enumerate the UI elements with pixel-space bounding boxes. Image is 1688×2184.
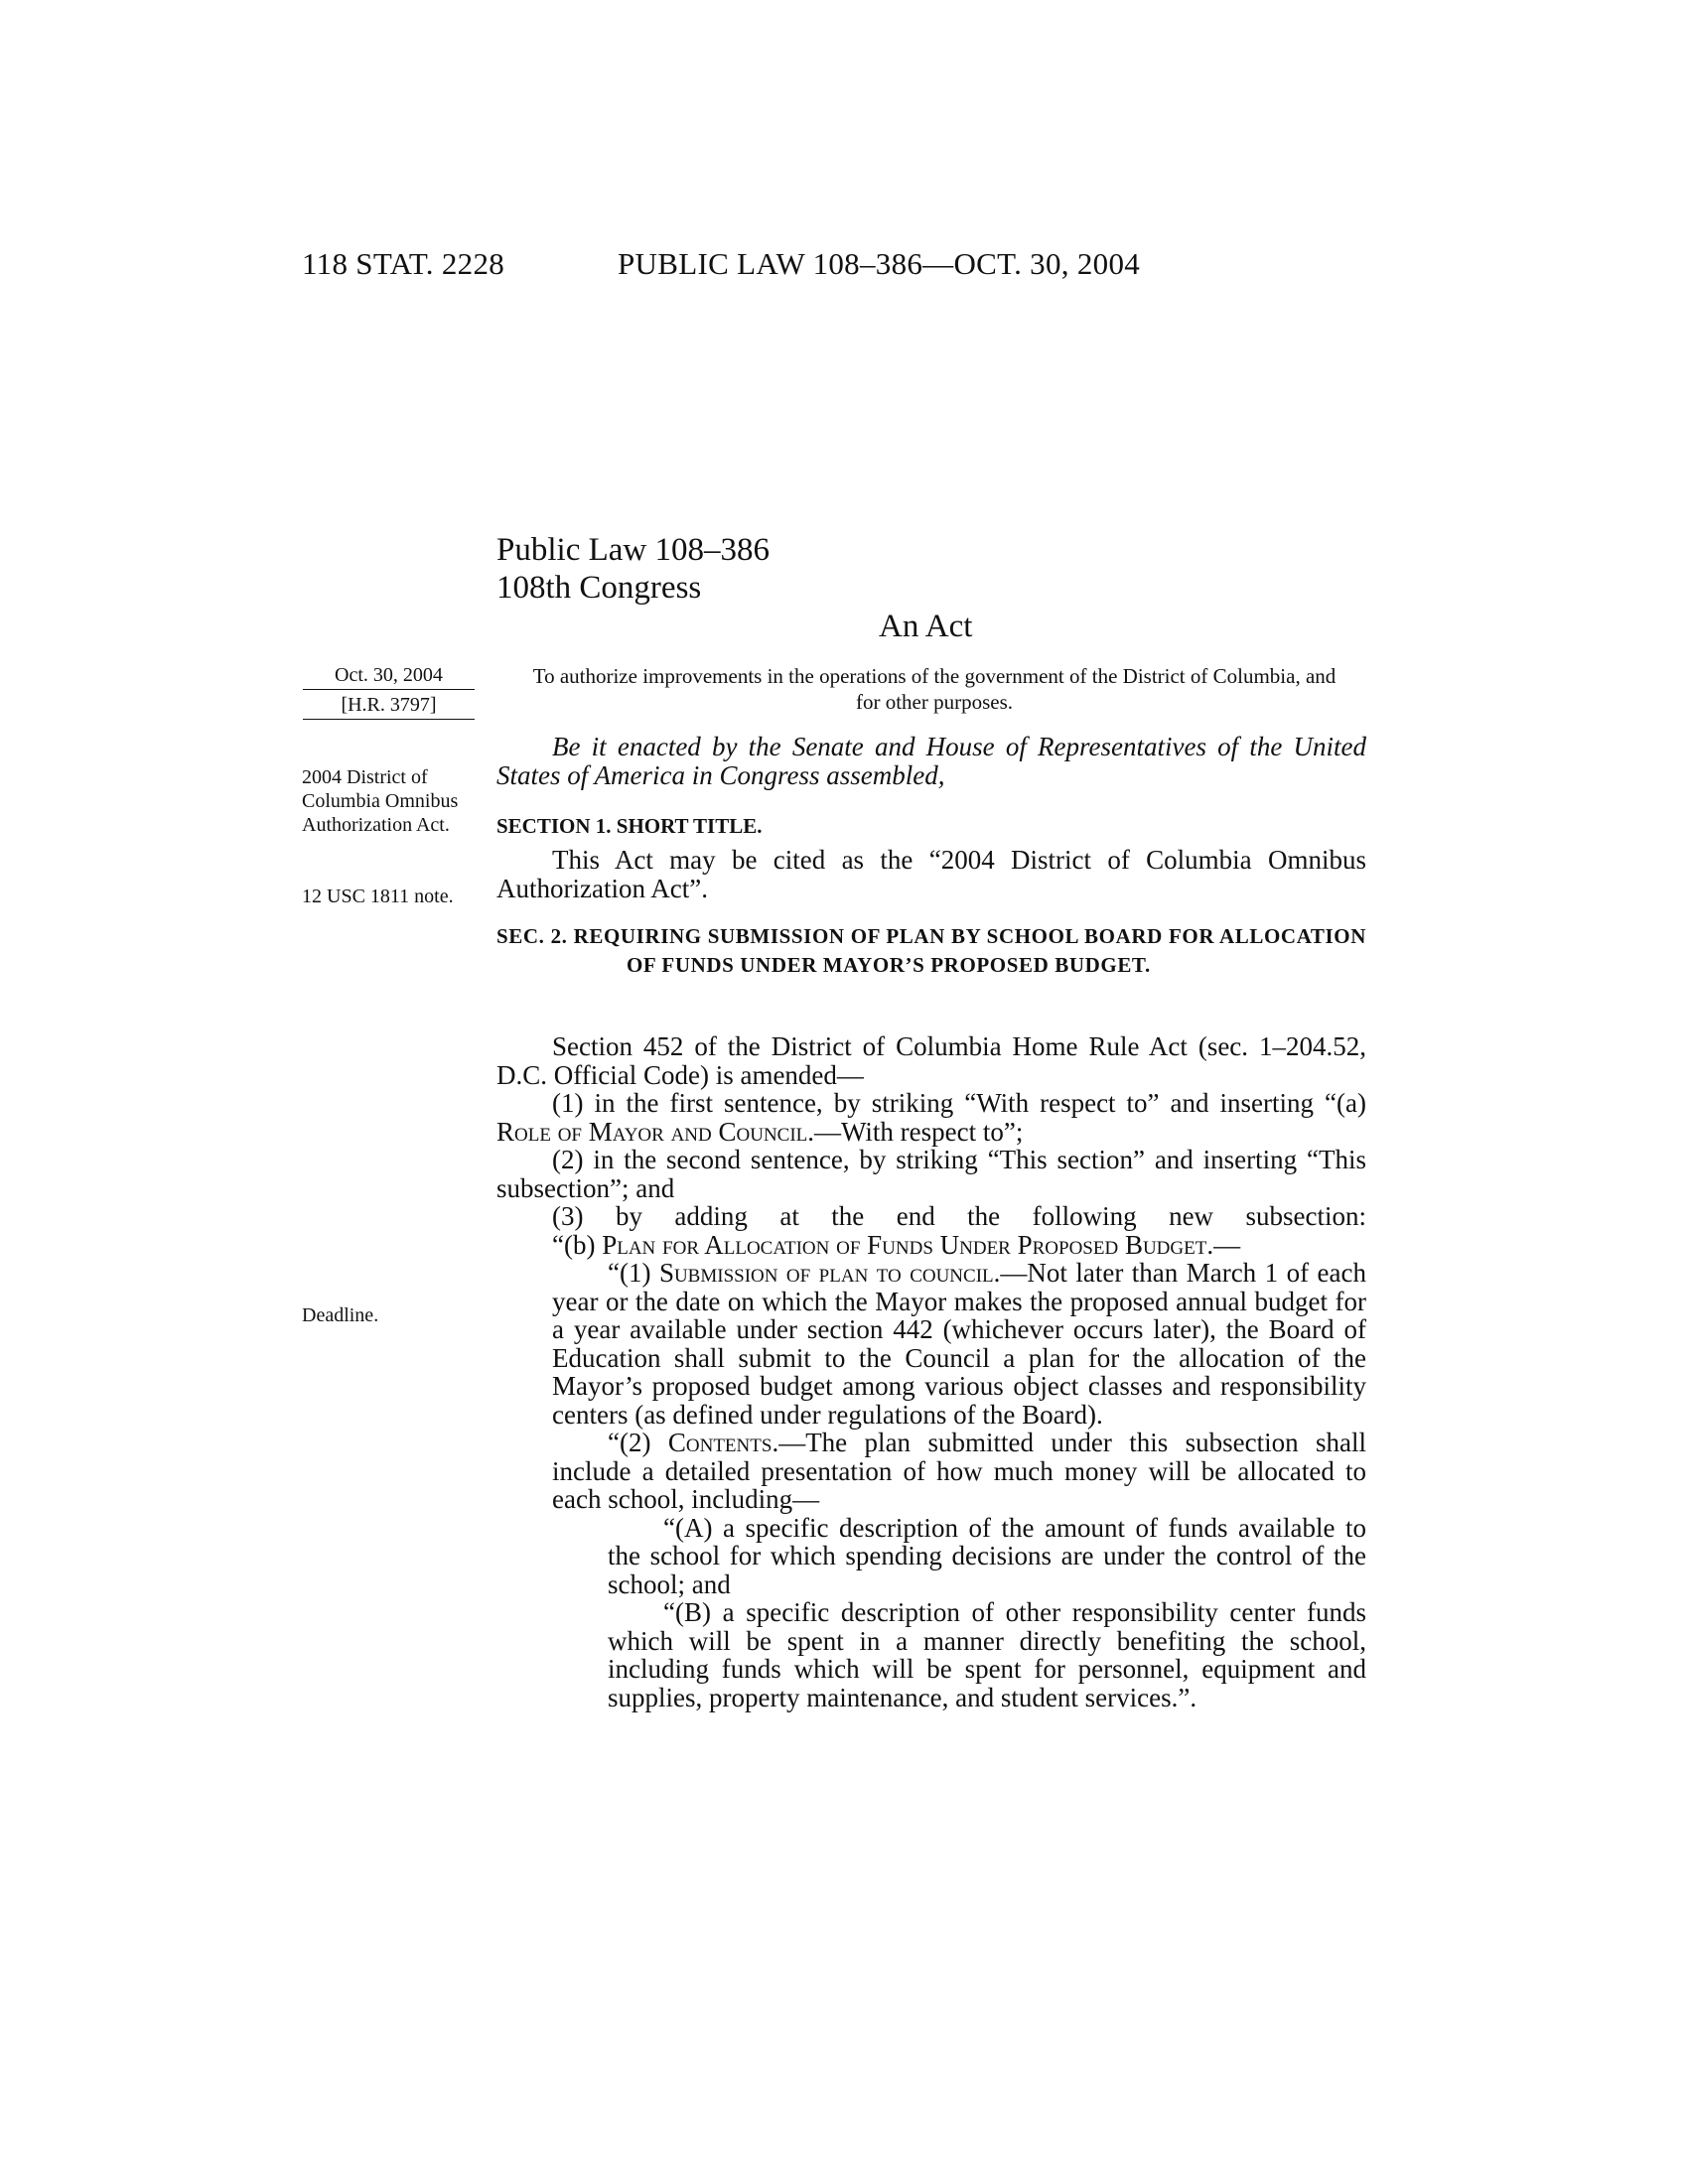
stat-page-number: 118 STAT. 2228 [302, 246, 505, 281]
purpose-clause: To authorize improvements in the operations of the government of the District of Columbia, and for other purposes. [532, 664, 1336, 714]
an-act-heading: An Act [879, 609, 973, 644]
paragraph-b1: “(1) Submission of plan to council.—Not later than March 1 of each year or the date on which the Mayor makes the proposed annual budget for a year available under section 442 (whichever occurs later), the Board of Education shall submit to the Council a plan for the allocation of the Mayor’s proposed budget among various object classes and responsibility centers (as defined under regulations of the Board). [552, 1258, 1366, 1430]
subparagraph-a: “(A) a specific description of the amount of funds available to the school for which spending decisions are under the control of the school; and [608, 1512, 1366, 1599]
margin-usc-note: 12 USC 1811 note. [302, 886, 454, 907]
subsection-b-heading: “(b) Plan for Allocation of Funds Under Proposed Budget.— [552, 1229, 1241, 1260]
paragraph-b2: “(2) Contents.—The plan submitted under this subsection shall include a detailed presentation of how much money will be allocated to each school, including— [552, 1428, 1366, 1514]
section-1-heading: SECTION 1. SHORT TITLE. [496, 814, 763, 838]
amendment-paragraph-1: (1) in the first sentence, by striking “With respect to” and inserting “(a) Role of Mayor and Council.—With respect to”; [496, 1088, 1366, 1147]
section-2-heading: SEC. 2. REQUIRING SUBMISSION OF PLAN BY SCHOOL BOARD FOR ALLOCATION OF FUNDS UNDER MAYOR’S PROPOSED BUDGET. [496, 924, 1366, 977]
enacting-clause: Be it enacted by the Senate and House of Representatives of the United States of America in Congress assembled, [496, 732, 1366, 790]
amendment-paragraph-3: (3) by adding at the end the following new subsection: [552, 1201, 1366, 1231]
section-2-intro: Section 452 of the District of Columbia Home Rule Act (sec. 1–204.52, D.C. Official Code) is amended— [496, 1031, 1366, 1090]
margin-bill-number: [H.R. 3797] [303, 691, 475, 720]
public-law-number: Public Law 108–386 [496, 532, 770, 568]
margin-deadline-note: Deadline. [302, 1304, 379, 1326]
section-1-text: This Act may be cited as the “2004 District of Columbia Omnibus Authorization Act”. [496, 845, 1366, 903]
congress-number: 108th Congress [496, 570, 702, 606]
margin-short-title-note: 2004 District of Columbia Omnibus Authorization Act. [302, 766, 459, 836]
running-title: PUBLIC LAW 108–386—OCT. 30, 2004 [618, 246, 1141, 281]
margin-date: Oct. 30, 2004 [303, 661, 475, 690]
amendment-paragraph-2: (2) in the second sentence, by striking “This section” and inserting “This subsection”; and [496, 1145, 1366, 1203]
section-2-body [496, 1032, 1366, 1711]
subparagraph-b: “(B) a specific description of other responsibility center funds which will be spent in a manner directly benefiting the school, including funds which will be spent for personnel, equipment and supplies, property maintenance, and student services.”. [608, 1597, 1366, 1712]
